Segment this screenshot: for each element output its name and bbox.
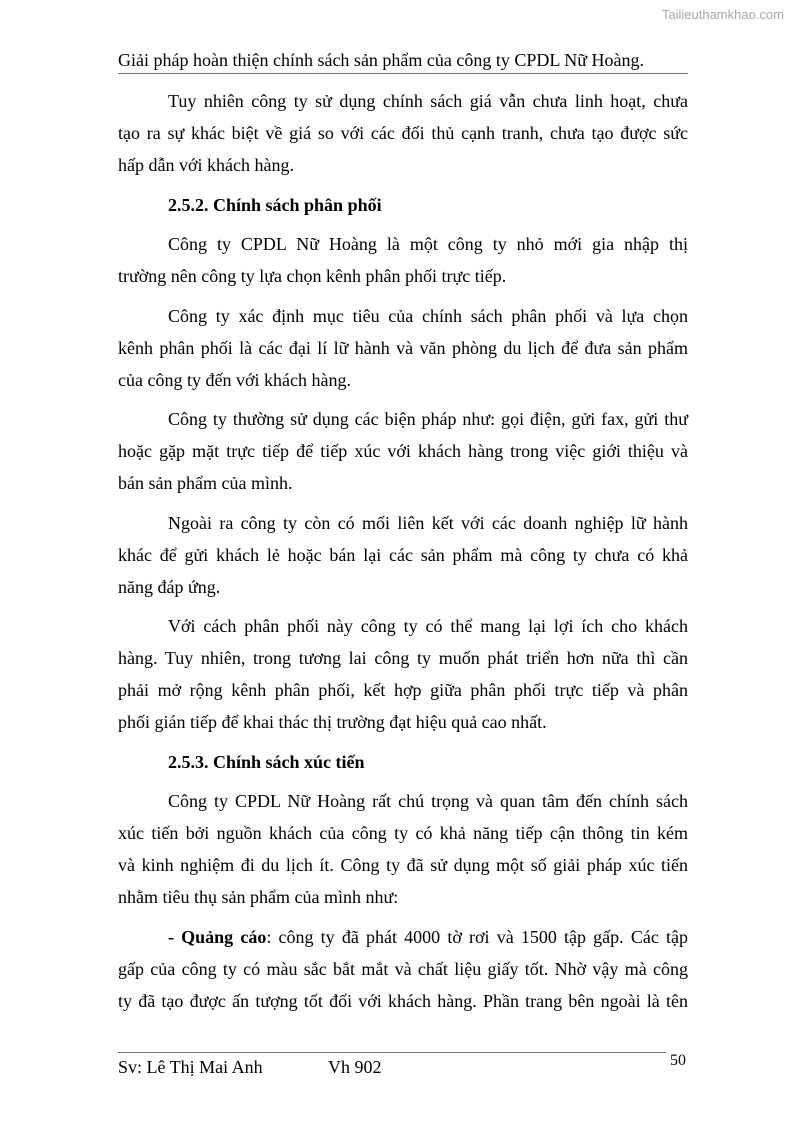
text-line: nhằm tiêu thụ sản phẩm của mình như: [118,887,399,907]
text-line: Công ty thường sử dụng các biện pháp như: gọi điện, gửi fax, gửi thư [168,409,688,429]
text-line: ty đã tạo được ấn tượng tốt đối với khách hàng. Phần trang bên ngoài là tên [118,990,688,1011]
bold-lead: - Quảng cáo [168,926,267,947]
text-line: xúc tiến bởi nguồn khách của công ty có khả năng tiếp cận thông tin kém [118,823,688,843]
line-text: : công ty đã phát 4000 tờ rơi và 1500 tập gấp. Các tập [266,926,688,947]
text-line: của công ty đến với khách hàng. [118,369,351,390]
running-header: Giải pháp hoàn thiện chính sách sản phẩm của công ty CPDL Nữ Hoàng. [118,50,644,70]
page-number: 50 [670,1052,686,1069]
text-line: 2.5.2. Chính sách phân phối [168,194,382,215]
document-body [118,85,688,1024]
text-line: Công ty CPDL Nữ Hoàng là một công ty nhỏ mới gia nhập thị [168,234,688,254]
text-line: Công ty xác định mục tiêu của chính sách phân phối và lựa chọn [168,305,688,326]
text-line: hấp dẫn với khách hàng. [118,155,294,175]
header-rule [118,73,688,74]
paragraph [118,403,688,499]
text-line: khác để gửi khách lẻ hoặc bán lại các sản phẩm mà công ty chưa có khả [118,544,688,565]
text-line: trường nên công ty lựa chọn kênh phân phối trực tiếp. [118,266,507,286]
text-line: Tuy nhiên công ty sử dụng chính sách giá vẫn chưa linh hoạt, chưa [168,91,688,111]
text-line: hoặc gặp mặt trực tiếp để tiếp xúc với khách hàng trong việc giới thiệu và [118,441,688,461]
text-line: năng đáp ứng. [118,576,221,597]
paragraph [118,610,688,738]
text-line: phải mở rộng kênh phân phối, kết hợp giữa phân phối trực tiếp và phân [118,680,688,700]
text-line: phối gián tiếp để khai thác thị trường đạt hiệu quả cao nhất. [118,712,547,732]
text-line: Công ty CPDL Nữ Hoàng rất chú trọng và quan tâm đến chính sách [168,791,688,811]
paragraph [118,785,688,913]
footer-rule [118,1052,666,1053]
text-line: và kinh nghiệm đi du lịch ít. Công ty đã sử dụng một số giải pháp xúc tiến [118,855,688,875]
text-line: bán sản phẩm của mình. [118,473,293,493]
text-line: tạo ra sự khác biệt về giá so với các đối thủ cạnh tranh, chưa tạo được sức [118,123,688,143]
text-line [118,921,688,953]
paragraph [118,921,688,1017]
section-heading [118,746,688,778]
watermark: Tailieuthamkhao.com [661,7,784,22]
paragraph [118,85,688,181]
text-line: Với cách phân phối này công ty có thể mang lại lợi ích cho khách [168,616,688,636]
text-line: gấp của công ty có màu sắc bắt mắt và chất liệu giấy tốt. Nhờ vậy mà công [118,958,688,979]
paragraph [118,300,688,396]
text-line: kênh phân phối là các đại lí lữ hành và văn phòng du lịch để đưa sản phẩm [118,337,688,358]
text-line: Ngoài ra công ty còn có mối liên kết với các doanh nghiệp lữ hành [168,512,688,533]
text-line: 2.5.3. Chính sách xúc tiến [168,751,365,772]
text-line: hàng. Tuy nhiên, trong tương lai công ty muốn phát triển hơn nữa thì cần [118,648,688,668]
paragraph [118,507,688,603]
footer-class: Vh 902 [328,1057,382,1077]
paragraph [118,228,688,292]
section-heading [118,189,688,221]
footer-student: Sv: Lê Thị Mai Anh [118,1057,263,1077]
